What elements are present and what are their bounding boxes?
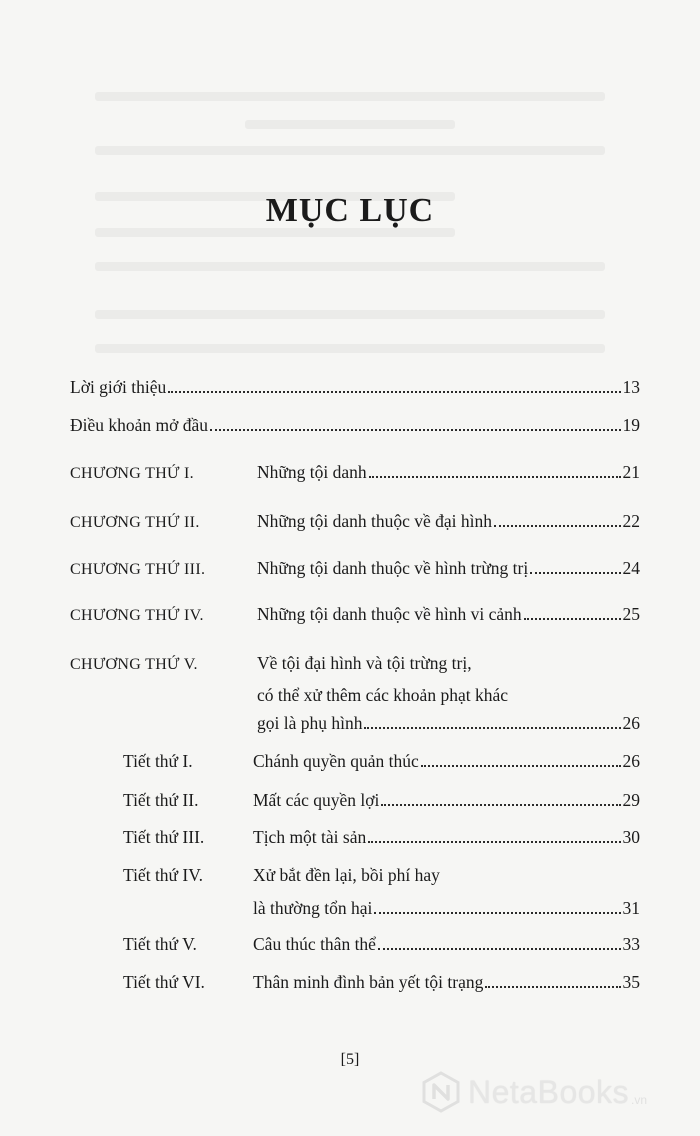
toc-section-3[interactable] [123,826,640,848]
toc-page-number: 26 [622,713,640,733]
dot-leader [364,727,620,729]
toc-entry-opening-provisions[interactable] [70,414,640,436]
toc-chapter-5-label-row[interactable] [70,652,640,676]
section-title: Chánh quyền quản thúc [253,751,419,771]
chapter-title-line: có thể xử thêm các khoản phạt khác [257,685,508,705]
dot-leader [524,618,621,620]
dot-leader [378,948,621,950]
toc-section-5[interactable] [123,933,640,955]
toc-entry-intro[interactable] [70,376,640,398]
chapter-label: CHƯƠNG THỨ III. [70,561,206,578]
toc-section-4[interactable] [253,897,640,919]
dot-leader [168,391,620,393]
toc-section-1[interactable] [123,750,640,772]
section-title: Mất các quyền lợi [253,790,380,810]
dot-leader [494,525,620,527]
dot-leader [381,804,620,806]
toc-entry-text: Lời giới thiệu [70,377,167,397]
toc-page-number: 13 [622,377,640,397]
watermark-brand: NetaBooks [468,1073,630,1110]
dot-leader [369,476,621,478]
toc-page-number: 31 [622,898,640,918]
chapter-title: gọi là phụ hình [257,713,363,733]
dot-leader [210,429,620,431]
toc-chapter-1[interactable] [70,461,640,485]
toc-chapter-5[interactable] [257,712,640,734]
toc-section-4-label-row[interactable] [123,864,640,886]
section-title: Tịch một tài sản [253,827,367,847]
dot-leader [374,912,620,914]
watermark-tld: .vn [631,1093,648,1107]
toc-page-number: 22 [622,511,640,531]
section-label: Tiết thứ IV. [123,865,203,885]
chapter-title: Những tội danh thuộc về hình trừng trị [257,558,529,578]
toc-section-6[interactable] [123,971,640,993]
section-title: Câu thúc thân thể [253,934,376,954]
section-label: Tiết thứ I. [123,751,193,771]
toc-chapter-2[interactable] [70,510,640,534]
dot-leader [530,572,620,574]
netabooks-logo-icon [420,1071,462,1113]
toc-page-number: 26 [622,751,640,771]
chapter-label: CHƯƠNG THỨ IV. [70,607,204,624]
toc-page-number: 30 [622,827,640,847]
section-title: là thường tổn hại [253,898,373,918]
section-label: Tiết thứ III. [123,827,205,847]
section-label: Tiết thứ II. [123,790,199,810]
dot-leader [421,765,621,767]
chapter-label: CHƯƠNG THỨ V. [70,656,198,673]
toc-section-2[interactable] [123,789,640,811]
toc-page-number: 35 [622,972,640,992]
toc-page-number: 33 [622,934,640,954]
toc-page-number: 25 [622,604,640,624]
dot-leader [485,986,620,988]
toc-entry-text: Điều khoản mở đầu [70,415,209,435]
page-number: [5] [340,1051,360,1068]
dot-leader [368,841,620,843]
chapter-label: CHƯƠNG THỨ II. [70,514,200,531]
section-label: Tiết thứ VI. [123,972,205,992]
chapter-title: Những tội danh thuộc về hình vi cảnh [257,604,522,624]
chapter-title: Những tội danh thuộc về đại hình [257,511,493,531]
chapter-title: Những tội danh [257,462,367,482]
section-title-line: Xử bắt đền lại, bồi phí hay [253,865,440,885]
toc-chapter-3[interactable] [70,557,640,581]
toc-chapter-4[interactable] [70,603,640,627]
toc-page-number: 19 [622,415,640,435]
toc-page-number: 24 [622,558,640,578]
toc-page-number: 21 [622,462,640,482]
section-title: Thân minh đình bản yết tội trạng [253,972,484,992]
chapter-title-line: Về tội đại hình và tội trừng trị, [257,653,472,673]
chapter-label: CHƯƠNG THỨ I. [70,465,194,482]
toc-page-number: 29 [622,790,640,810]
section-label: Tiết thứ V. [123,934,197,954]
watermark [420,1071,647,1113]
page-title: MỤC LỤC [265,192,435,229]
